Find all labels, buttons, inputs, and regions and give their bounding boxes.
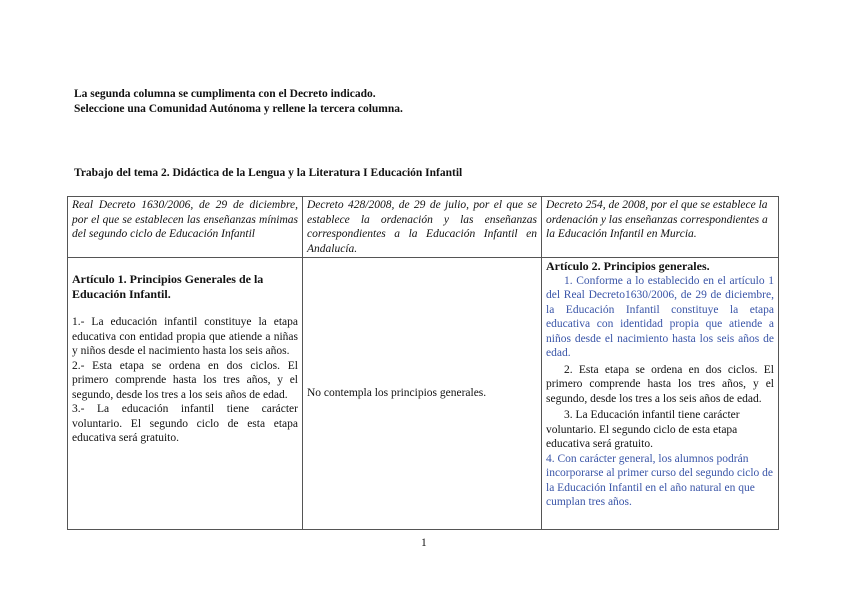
comparison-table (67, 196, 779, 530)
paragraph: 2. Esta etapa se ordena en dos ciclos. El primero comprende hasta los tres años, y el segundo, desde los tres a los seis años de edad. (546, 363, 774, 405)
paragraph: 3.- La educación infantil tiene carácter voluntario. El segundo ciclo de esta etapa educativa será gratuito. (72, 403, 298, 444)
paragraph: 3. La Educación infantil tiene carácter voluntario. El segundo ciclo de esta etapa educativa será gratuito. (546, 409, 740, 450)
paragraph: 1. Conforme a lo establecido en el artículo 1 del Real Decreto1630/2006, de 29 de diciembre, la Educación Infantil constituye la etapa educativa con identidad propia que atiende a niños desde el nacimiento hasta los seis años de edad. (546, 274, 774, 359)
header-decreto-andalucia: Decreto 428/2008, de 29 de julio, por el que se establece la ordenación y las enseñanzas correspondientes a la Educación Infantil en Andalucía. (303, 197, 542, 258)
instruction-line-2: Seleccione una Comunidad Autónoma y rellene la tercera columna. (74, 102, 403, 115)
document-title: Trabajo del tema 2. Didáctica de la Lengua y la Literatura I Educación Infantil (74, 167, 463, 179)
header-decreto-murcia: Decreto 254, de 2008, por el que se establece la ordenación y las enseñanzas correspondientes a la Educación Infantil en Murcia. (542, 197, 779, 258)
instruction-line-1: La segunda columna se cumplimenta con el Decreto indicado. (74, 88, 376, 100)
header-real-decreto: Real Decreto 1630/2006, de 29 de diciembre, por el que se establecen las enseñanzas mínimas del segundo ciclo de Educación Infantil (68, 197, 303, 258)
cell-decreto-andalucia: No contempla los principios generales. (303, 258, 542, 530)
cell-real-decreto (68, 258, 303, 530)
table-row (68, 258, 779, 530)
page-number: 1 (421, 537, 427, 549)
paragraph: 1.- La educación infantil constituye la etapa educativa con entidad propia que atiende a niñas y niños desde el nacimiento hasta los seis años. (72, 316, 298, 357)
paragraph: 4. Con carácter general, los alumnos podrán incorporarse al primer curso del segundo ciclo de la Educación Infantil en el año natural en que cumplan tres años. (546, 452, 774, 508)
table-header-row (68, 197, 779, 258)
article-heading: Artículo 2. Principios generales. (546, 259, 710, 273)
cell-decreto-murcia (542, 258, 779, 530)
paragraph: 2.- Esta etapa se ordena en dos ciclos. El primero comprende hasta los tres años, y el segundo, desde los tres a los seis años de edad. (72, 359, 298, 401)
article-heading: Artículo 1. Principios Generales de la Educación Infantil. (72, 272, 264, 301)
instructions (74, 87, 403, 116)
